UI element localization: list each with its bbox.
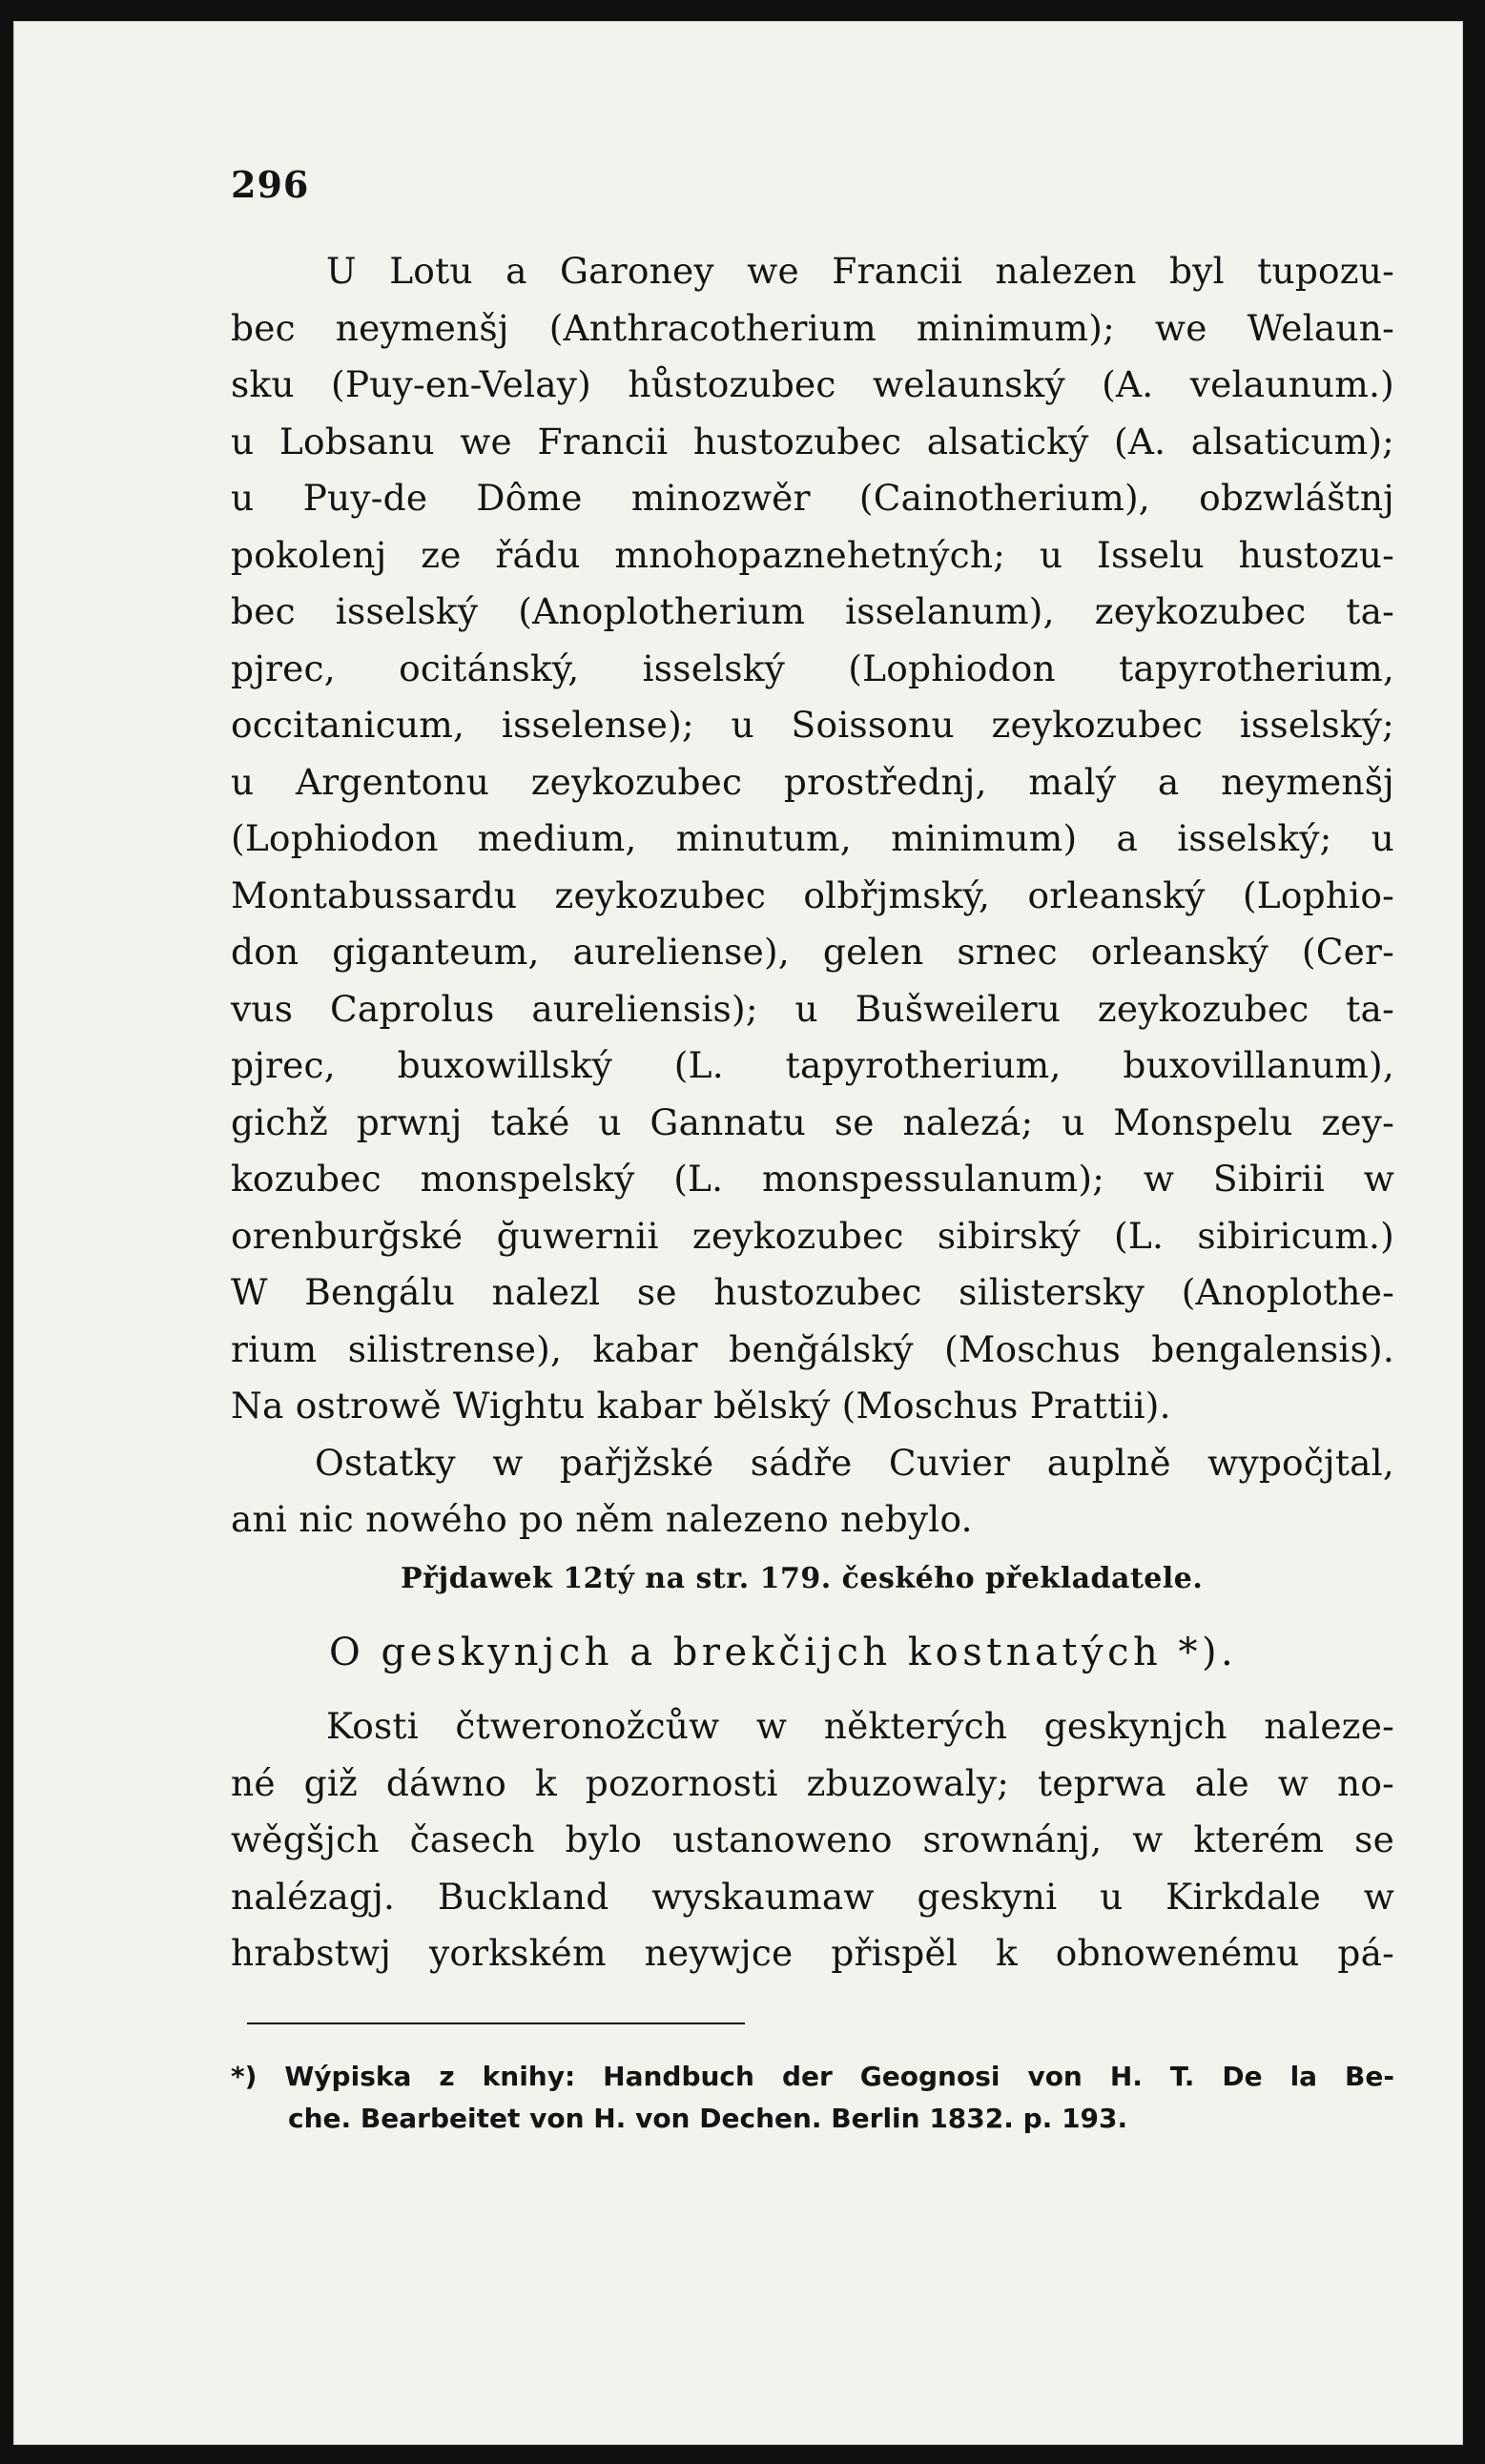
text-line: don giganteum, aureliense), gelen srnec orleanský (Cer-	[231, 931, 1394, 973]
text-line: rium silistrense), kabar benğálský (Moschus bengalensis).	[231, 1327, 1394, 1370]
text-line: pokolenj ze řádu mnohopaznehetných; u Isselu hustozu-	[231, 533, 1394, 576]
translator-note: Přjdawek 12tý na str. 179. českého překladatele.	[401, 1562, 1204, 1595]
text-line: bec neymenšj (Anthracotherium minimum); we Welaun-	[231, 306, 1394, 349]
text-line: nalézagj. Buckland wyskaumaw geskyni u Kirkdale w	[231, 1875, 1394, 1918]
text-line: pjrec, ocitánský, isselský (Lophiodon tapyrotherium,	[231, 647, 1394, 689]
text-line: W Bengálu nalezl se hustozubec silistersky (Anoplothe-	[231, 1271, 1394, 1313]
text-line: u Puy-de Dôme minozwěr (Cainotherium), obzwláštnj	[231, 477, 1394, 519]
text-line: vus Caprolus aureliensis); u Bušweileru zeykozubec ta-	[231, 987, 1394, 1030]
text-line: kozubec monspelský (L. monspessulanum); w Sibirii w	[231, 1158, 1394, 1200]
footnote-line: *) Wýpiska z knihy: Handbuch der Geognosi von H. T. De la Be-	[231, 2061, 1394, 2092]
section-heading: O geskynjch a brekčijch kostnatých *).	[329, 1631, 1238, 1674]
page-number: 296	[231, 163, 310, 206]
footnote-divider	[247, 2023, 745, 2024]
text-line: hrabstwj yorkském neywjce přispěl k obnowenému pá-	[231, 1932, 1394, 1974]
text-line: u Lobsanu we Francii hustozubec alsatický (A. alsaticum);	[231, 420, 1394, 462]
text-line: occitanicum, isselense); u Soissonu zeykozubec isselský;	[231, 704, 1394, 746]
text-line: Montabussardu zeykozubec olbřjmský, orleanský (Lophio-	[231, 873, 1394, 916]
text-line: pjrec, buxowillský (L. tapyrotherium, buxovillanum),	[231, 1044, 1394, 1086]
text-line: Ostatky w pařjžské sádře Cuvier auplně wypočjtal,	[315, 1441, 1394, 1484]
caves-paragraph	[231, 1698, 1394, 1982]
text-line: gichž prwnj také u Gannatu se nalezá; u Monspelu zey-	[231, 1100, 1394, 1143]
text-line: wěgšjch časech bylo ustanoweno srownánj, w kterém se	[231, 1818, 1394, 1860]
text-line: orenburğské ğuwernii zeykozubec sibirský (L. sibiricum.)	[231, 1214, 1394, 1257]
text-line: sku (Puy-en-Velay) hůstozubec welaunský (A. velaunum.)	[231, 363, 1394, 405]
text-line: (Lophiodon medium, minutum, minimum) a isselský; u	[231, 817, 1394, 859]
text-line: bec isselský (Anoplotherium isselanum), zeykozubec ta-	[231, 590, 1394, 632]
text-line: Na ostrowě Wightu kabar bělský (Moschus Prattii).	[231, 1385, 1171, 1427]
text-line: U Lotu a Garoney we Francii nalezen byl tupozu-	[326, 250, 1394, 292]
footnote	[231, 2056, 1394, 2140]
text-line: ani nic nowého po něm nalezeno nebylo.	[231, 1498, 973, 1540]
text-line: u Argentonu zeykozubec prostřednj, malý a neymenšj	[231, 760, 1394, 803]
text-line: né giž dáwno k pozornosti zbuzowaly; teprwa ale w no-	[231, 1761, 1394, 1804]
text-line: Kosti čtweronožcůw w některých geskynjch naleze-	[326, 1705, 1394, 1747]
book-page	[13, 21, 1463, 2445]
fossil-localities-paragraph	[231, 243, 1394, 1549]
footnote-line: che. Bearbeitet von H. von Dechen. Berlin 1832. p. 193.	[288, 2103, 1128, 2134]
